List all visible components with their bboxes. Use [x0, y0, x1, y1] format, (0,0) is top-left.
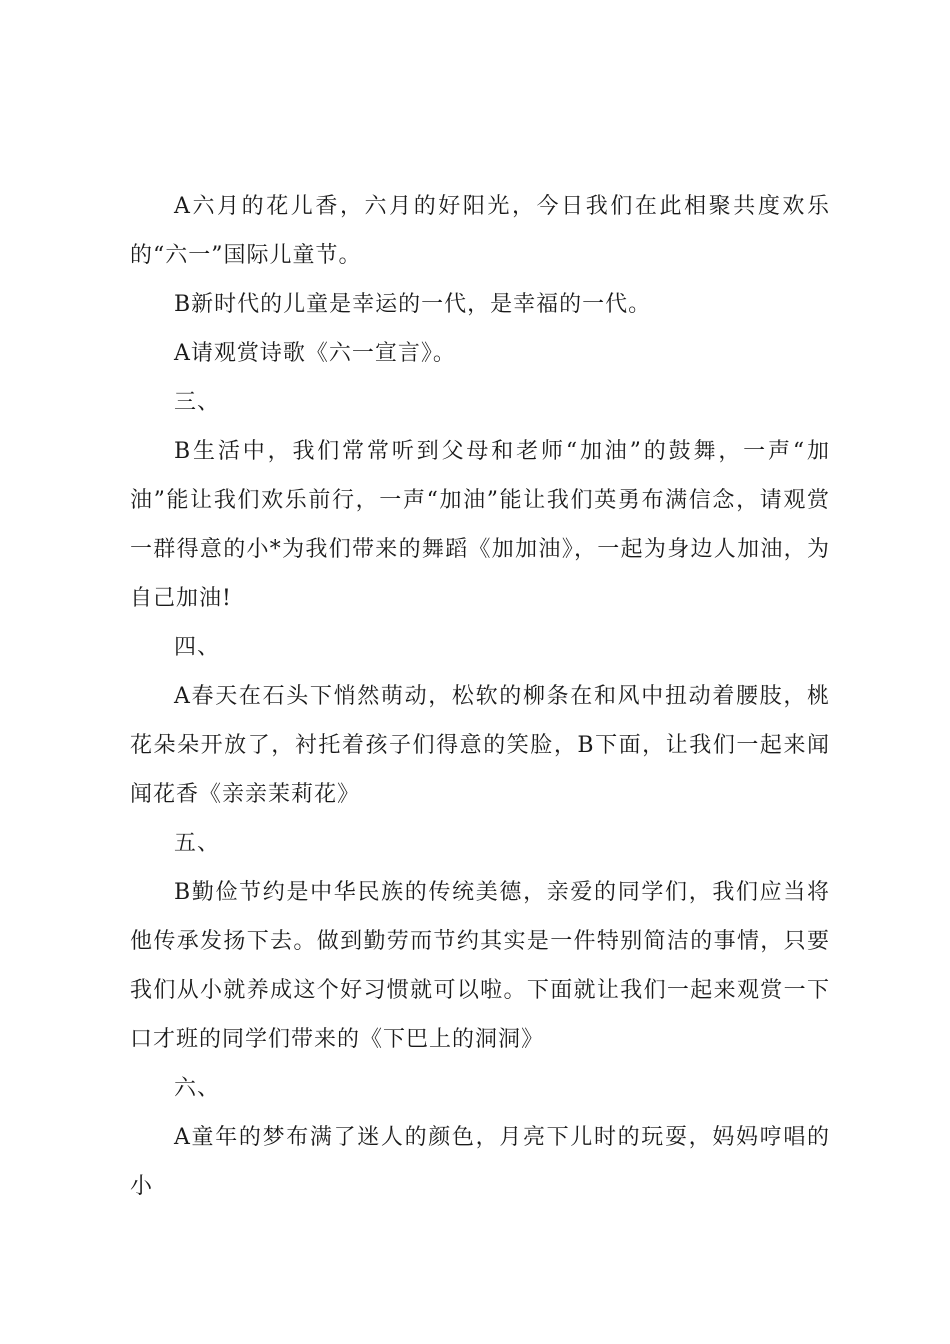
paragraph-childhood-dream: A童年的梦布满了迷人的颜色，月亮下儿时的玩耍，妈妈哼唱的小: [130, 1125, 830, 1199]
paragraph-song-intro: A春天在石头下悄然萌动，松软的柳条在和风中扭动着腰肢，桃花朵朵开放了，衬托着孩子们得意的笑脸，B下面，让我们一起来闻闻花香《亲亲茉莉花》: [130, 684, 830, 807]
section-heading-6: 六、: [174, 1076, 221, 1101]
section-heading-4: 四、: [174, 635, 221, 660]
paragraph-poem-intro: A请观赏诗歌《六一宣言》。: [174, 341, 456, 366]
section-heading-5: 五、: [174, 831, 221, 856]
paragraph-dance-intro: B生活中，我们常常听到父母和老师“加油”的鼓舞，一声“加油”能让我们欢乐前行，一声“加油”能让我们英勇布满信念，请观赏一群得意的小*为我们带来的舞蹈《加加油》，一起为身边人加油，为自己加油!: [130, 439, 830, 611]
section-heading-3: 三、: [174, 390, 221, 415]
document-body: [130, 182, 830, 1211]
paragraph-opening-a: A六月的花儿香，六月的好阳光，今日我们在此相聚共度欢乐的“六一”国际儿童节。: [130, 194, 830, 268]
paragraph-opening-b: B新时代的儿童是幸运的一代，是幸福的一代。: [174, 292, 652, 317]
paragraph-speech-intro: B勤俭节约是中华民族的传统美德，亲爱的同学们，我们应当将他传承发扬下去。做到勤劳而节约其实是一件特别简洁的事情，只要我们从小就养成这个好习惯就可以啦。下面就让我们一起来观赏一下口才班的同学们带来的《下巴上的洞洞》: [130, 880, 830, 1052]
